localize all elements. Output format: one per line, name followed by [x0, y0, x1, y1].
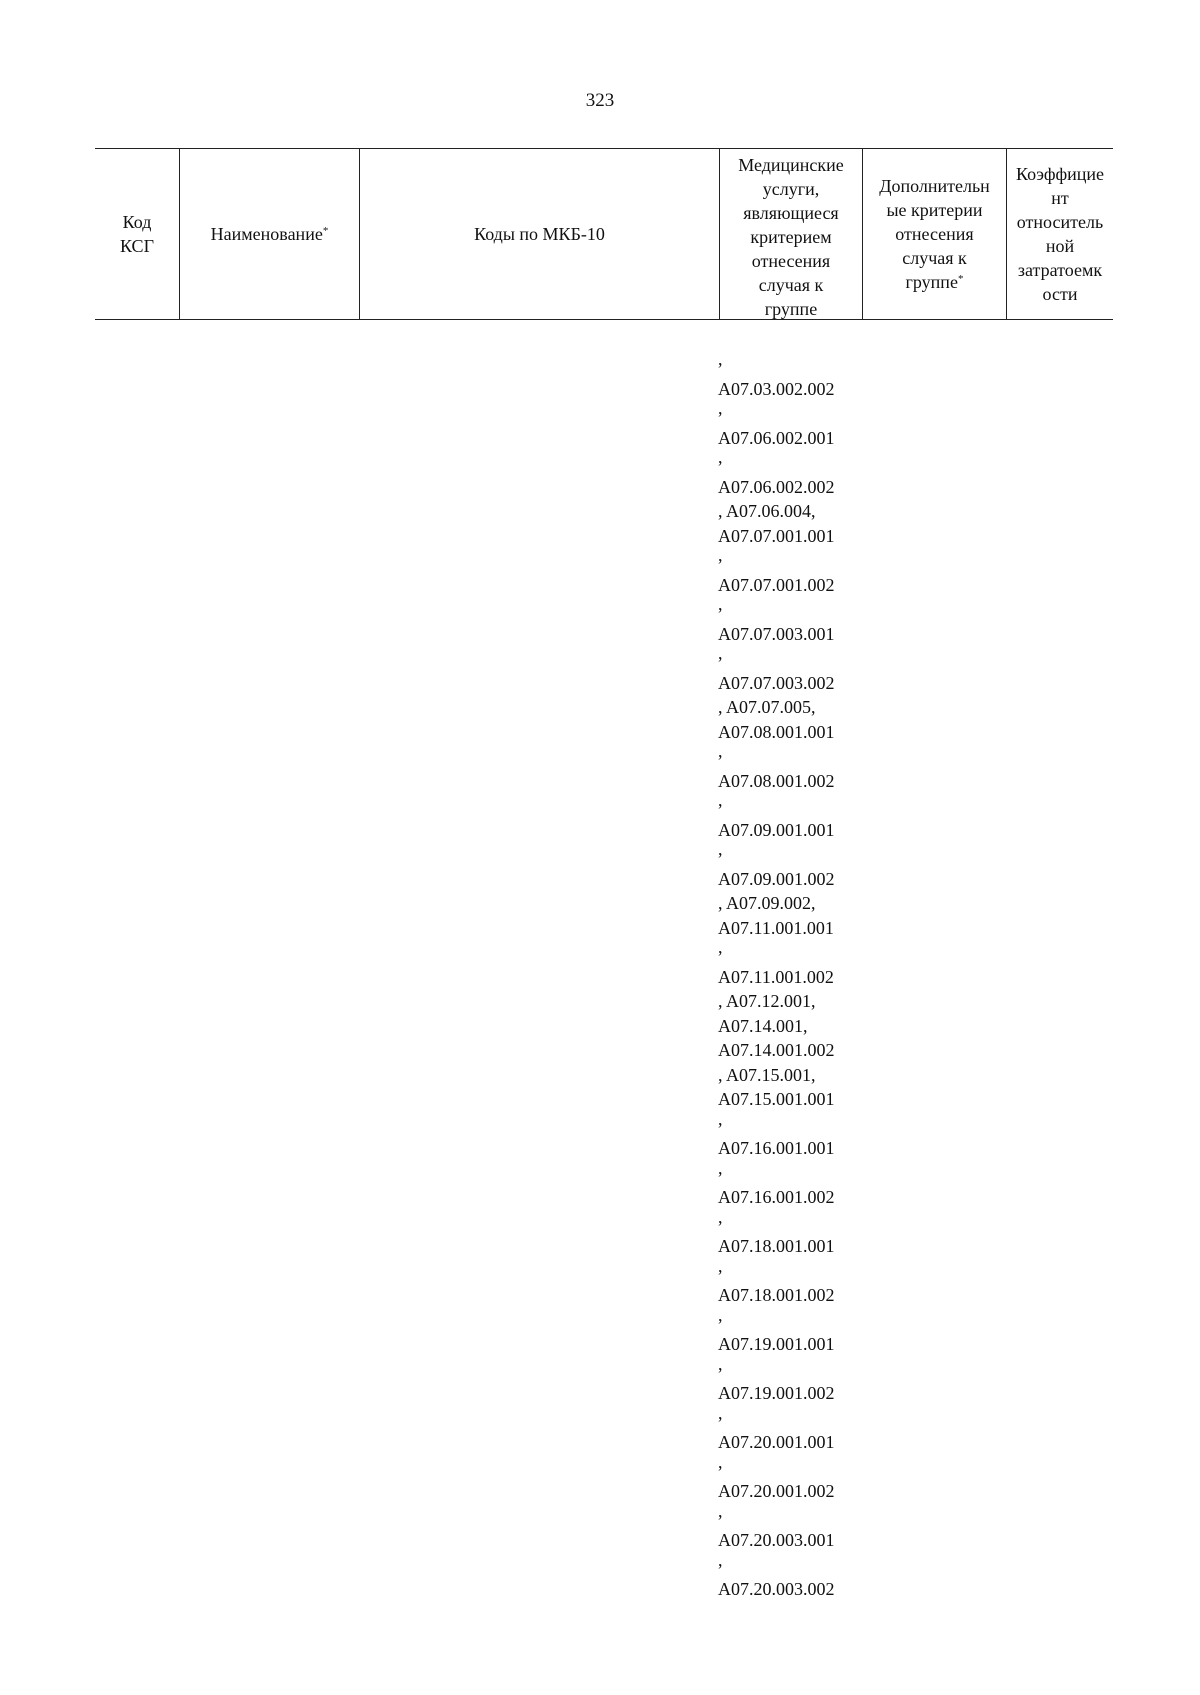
service-code-line: ,: [718, 790, 723, 810]
service-code-line: ,: [718, 1255, 723, 1276]
service-code-line: A07.14.001,: [718, 1015, 808, 1036]
service-code-line: ,: [718, 1451, 723, 1472]
service-code-line: A07.18.001.002: [718, 1285, 835, 1305]
service-code-line: A07.19.001.002: [718, 1383, 835, 1403]
service-code-line: A07.15.001.001: [718, 1089, 835, 1109]
page-number: 323: [585, 90, 615, 111]
service-code-line: A07.19.001.001: [718, 1334, 835, 1354]
header-name-label: Наименование: [210, 224, 323, 244]
service-code-line: ,: [718, 1206, 723, 1227]
service-code-line: A07.07.001.002: [718, 574, 835, 595]
header-name-footnote-mark: *: [322, 225, 329, 237]
service-code-line: A07.08.001.002: [718, 770, 835, 791]
service-code-line: , A07.07.005,: [718, 697, 816, 717]
service-code-line: ,: [718, 937, 723, 957]
service-code-line: , A07.12.001,: [718, 991, 816, 1011]
service-code-line: A07.06.002.001: [718, 427, 835, 448]
service-code-line: ,: [718, 545, 723, 565]
service-code-line: , A07.09.002,: [718, 893, 816, 913]
table-header: [95, 148, 1113, 320]
service-code-line: A07.07.003.001: [718, 623, 835, 644]
service-code-line: ,: [718, 1500, 723, 1521]
service-code-line: ,: [718, 643, 723, 663]
header-medical-services: [720, 146, 862, 328]
header-coefficient-label: Коэффицие нт относитель ной затратоемк ости: [1015, 164, 1105, 304]
service-code-line: A07.20.001.001: [718, 1432, 835, 1452]
service-code-line: , A07.06.004,: [718, 501, 816, 521]
service-code-line: A07.11.001.001: [718, 917, 834, 938]
service-code-line: ,: [718, 398, 723, 418]
service-code-line: A07.14.001.002: [718, 1040, 835, 1060]
service-code-line: , A07.15.001,: [718, 1064, 816, 1085]
header-coefficient: [1007, 150, 1113, 318]
header-ksg-code-label: Код КСГ: [120, 212, 154, 256]
service-code-line: ,: [718, 741, 723, 761]
service-code-line: A07.07.003.002: [718, 672, 835, 693]
table-top-rule: [95, 148, 1113, 149]
service-code-line: ,: [718, 349, 723, 369]
service-code-line: A07.16.001.002: [718, 1187, 835, 1207]
service-code-line: A07.08.001.001: [718, 721, 835, 742]
service-code-line: A07.09.001.002: [718, 868, 835, 889]
service-code-line: A07.11.001.002: [718, 966, 834, 987]
header-additional-criteria: [863, 150, 1006, 318]
service-code-line: ,: [718, 1157, 723, 1178]
service-code-line: A07.18.001.001: [718, 1236, 835, 1256]
service-code-line: A07.09.001.001: [718, 819, 835, 840]
service-code-line: ,: [718, 1304, 723, 1325]
service-code-line: ,: [718, 1549, 723, 1570]
service-code-line: ,: [718, 1402, 723, 1423]
table-bottom-rule: [95, 319, 1113, 320]
service-code-line: A07.20.003.001: [718, 1530, 835, 1550]
service-code-line: ,: [718, 1108, 723, 1129]
service-code-line: A07.03.002.002: [718, 378, 835, 399]
header-additional-criteria-label: Дополнительн ые критерии отнесения случая к группе: [879, 176, 990, 292]
service-code-line: A07.06.002.002: [718, 476, 835, 497]
service-code-line: ,: [718, 447, 723, 467]
header-medical-services-label: Медицинские услуги, являющиеся критерием отнесения случая к группе: [738, 155, 844, 319]
header-criteria-footnote-mark: *: [957, 273, 964, 285]
header-mkb-codes-label: Коды по МКБ-10: [474, 224, 605, 244]
header-name: [180, 150, 359, 318]
service-code-line: ,: [718, 839, 723, 859]
service-code-line: ,: [718, 594, 723, 614]
service-code-line: A07.20.003.002: [718, 1579, 835, 1599]
service-code-line: A07.16.001.001: [718, 1138, 835, 1158]
service-code-line: ,: [718, 1353, 723, 1374]
service-code-line: A07.20.001.002: [718, 1481, 835, 1501]
service-codes-list: [718, 349, 868, 1602]
header-mkb-codes: [360, 150, 719, 318]
header-ksg-code: [95, 150, 179, 318]
service-code-line: A07.07.001.001: [718, 525, 835, 546]
